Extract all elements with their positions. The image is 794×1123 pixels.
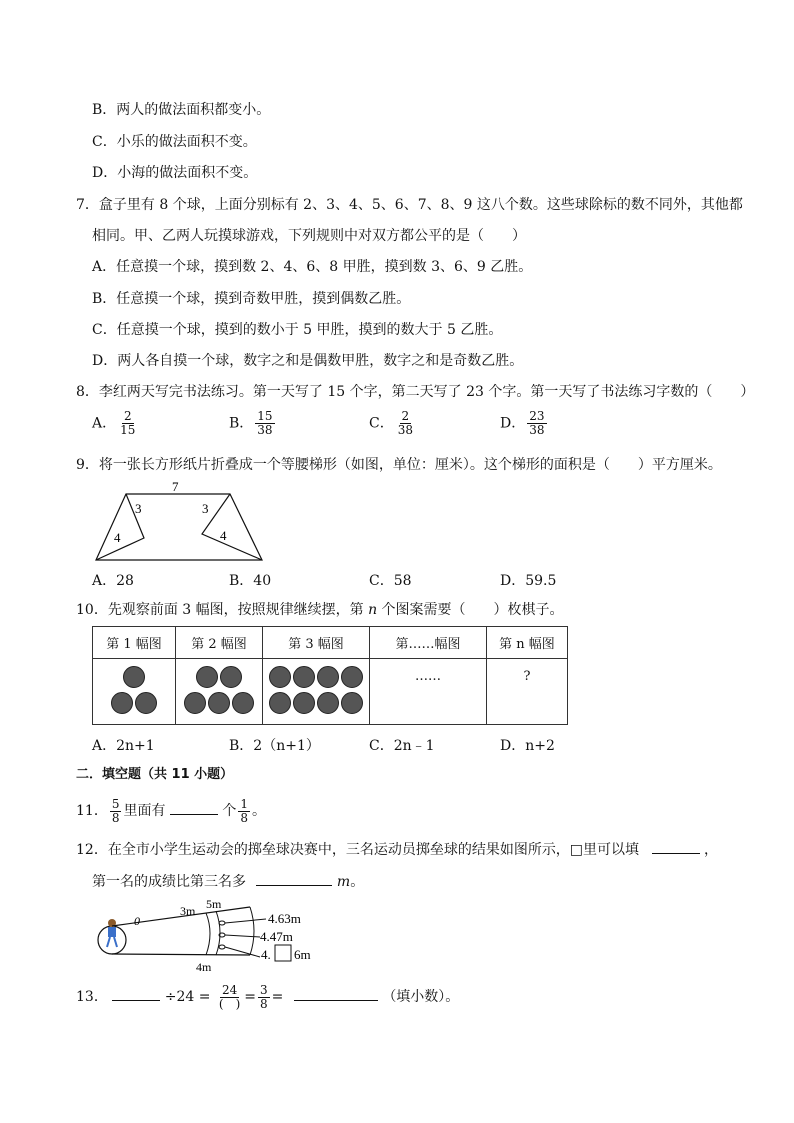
fig-5m: 5m <box>206 897 222 911</box>
pattern-header-2: 第 2 幅图 <box>176 627 263 659</box>
fig-label-right-side: 3 <box>202 501 209 516</box>
q10-option-a: A．2n+1 <box>92 738 155 754</box>
chess-piece <box>269 666 291 688</box>
q10-text: 10．先观察前面 3 幅图，按照规律继续摆，第 n 个图案需要（ ）枚棋子。 <box>76 602 564 618</box>
q9-option-a: A．28 <box>92 573 134 589</box>
fig-label-right-base: 4 <box>220 528 227 543</box>
dots-row <box>263 692 369 718</box>
q7-option-a: A．任意摸一个球，摸到数 2、4、6、8 甲胜，摸到数 3、6、9 乙胜。 <box>92 259 533 275</box>
trapezoid-figure <box>92 478 272 566</box>
fig-result-1: 4.63m <box>268 911 301 926</box>
chess-piece <box>220 666 242 688</box>
fig-3m: 3m <box>180 904 196 918</box>
q8-text: 8．李红两天写完书法练习。第一天写了 15 个字，第二天写了 23 个字。第一天写了书法练习字数的（ ） <box>76 384 755 400</box>
pattern-header-1: 第 1 幅图 <box>93 627 176 659</box>
q9-option-b: B．40 <box>229 573 272 589</box>
fig-label-left-base: 4 <box>114 530 121 545</box>
chess-piece <box>232 692 254 714</box>
pattern-cell-etc: …… <box>370 659 487 725</box>
option-c-prev: C．小乐的做法面积不变。 <box>92 134 257 150</box>
dots-row <box>93 666 175 692</box>
chess-piece <box>269 692 291 714</box>
chess-piece <box>208 692 230 714</box>
chess-piece <box>293 666 315 688</box>
fig-result-3a: 4. <box>261 947 271 962</box>
chess-piece <box>196 666 218 688</box>
q13-text: 13． ÷24 = $\frac{24}{( )}$ = $\frac{3}{8}$ = （填小数）。 <box>76 982 460 1011</box>
answer-blank[interactable] <box>256 871 332 886</box>
fig-result-2: 4.47m <box>260 929 293 944</box>
answer-blank[interactable] <box>652 839 700 854</box>
q9-text: 9．将一张长方形纸片折叠成一个等腰梯形（如图，单位：厘米）。这个梯形的面积是（ ）平方厘米。 <box>76 457 722 473</box>
q8-option-b: B． $\frac{15}{38}$ <box>229 409 273 437</box>
fig-4m: 4m <box>196 960 212 974</box>
throwing-figure <box>94 895 334 977</box>
fig-label-top: 7 <box>172 479 179 494</box>
q8-option-d: D． $\frac{23}{38}$ <box>500 409 545 437</box>
pattern-cell-3 <box>263 659 370 725</box>
fig-zero: 0 <box>134 914 140 928</box>
q7-line2: 相同。甲、乙两人玩摸球游戏，下列规则中对双方都公平的是（ ） <box>92 228 526 244</box>
chess-piece <box>341 692 363 714</box>
q10-option-b: B．2（n+1） <box>229 738 320 754</box>
chess-piece <box>293 692 315 714</box>
dots-row <box>176 692 262 718</box>
pattern-header-n: 第 n 幅图 <box>487 627 568 659</box>
q12-line2: 第一名的成绩比第三名多 m。 <box>92 871 364 891</box>
q7-option-b: B．任意摸一个球，摸到奇数甲胜，摸到偶数乙胜。 <box>92 291 411 307</box>
pattern-header-3: 第 3 幅图 <box>263 627 370 659</box>
chess-piece <box>341 666 363 688</box>
chess-piece <box>184 692 206 714</box>
chess-piece <box>111 692 133 714</box>
dots-row <box>93 692 175 718</box>
q8-option-a: A． $\frac{2}{15}$ <box>92 409 136 437</box>
q8-option-c: C． $\frac{2}{38}$ <box>369 409 413 437</box>
option-d-prev: D．小海的做法面积不变。 <box>92 165 258 181</box>
pattern-cell-2 <box>176 659 263 725</box>
answer-blank[interactable] <box>294 986 378 1001</box>
q7-line1: 7．盒子里有 8 个球，上面分别标有 2、3、4、5、6、7、8、9 这八个数。这些球除标的数不同外，其他都 <box>76 197 743 213</box>
fig-result-3b: 6m <box>294 947 311 962</box>
athlete-icon <box>107 919 117 947</box>
q9-option-c: C．58 <box>369 573 412 589</box>
q7-option-d: D．两人各自摸一个球，数字之和是偶数甲胜，数字之和是奇数乙胜。 <box>92 353 524 369</box>
dots-row <box>176 666 262 692</box>
chess-piece <box>317 692 339 714</box>
dots-row <box>263 666 369 692</box>
pattern-table <box>92 626 568 725</box>
option-b-prev: B．两人的做法面积都变小。 <box>92 102 271 118</box>
q9-option-d: D．59.5 <box>500 573 557 589</box>
pattern-cell-n: ? <box>487 659 568 725</box>
fig-label-left-side: 3 <box>135 501 142 516</box>
section-heading: 二．填空题（共 11 小题） <box>76 767 234 782</box>
q7-option-c: C．任意摸一个球，摸到的数小于 5 甲胜，摸到的数大于 5 乙胜。 <box>92 322 503 338</box>
q12-line1: 12．在全市小学生运动会的掷垒球决赛中，三名运动员掷垒球的结果如图所示，□里可以填 ， <box>76 839 718 859</box>
chess-piece <box>135 692 157 714</box>
chess-piece <box>123 666 145 688</box>
q10-option-c: C．2n﹣1 <box>369 738 435 754</box>
q11-text: 11． $\frac{5}{8}$ 里面有 个 $\frac{1}{8}$ 。 <box>76 796 267 825</box>
pattern-header-etc: 第……幅图 <box>370 627 487 659</box>
chess-piece <box>317 666 339 688</box>
answer-blank[interactable] <box>112 986 160 1001</box>
q10-option-d: D．n+2 <box>500 738 555 754</box>
pattern-cell-1 <box>93 659 176 725</box>
answer-blank[interactable] <box>170 800 218 815</box>
